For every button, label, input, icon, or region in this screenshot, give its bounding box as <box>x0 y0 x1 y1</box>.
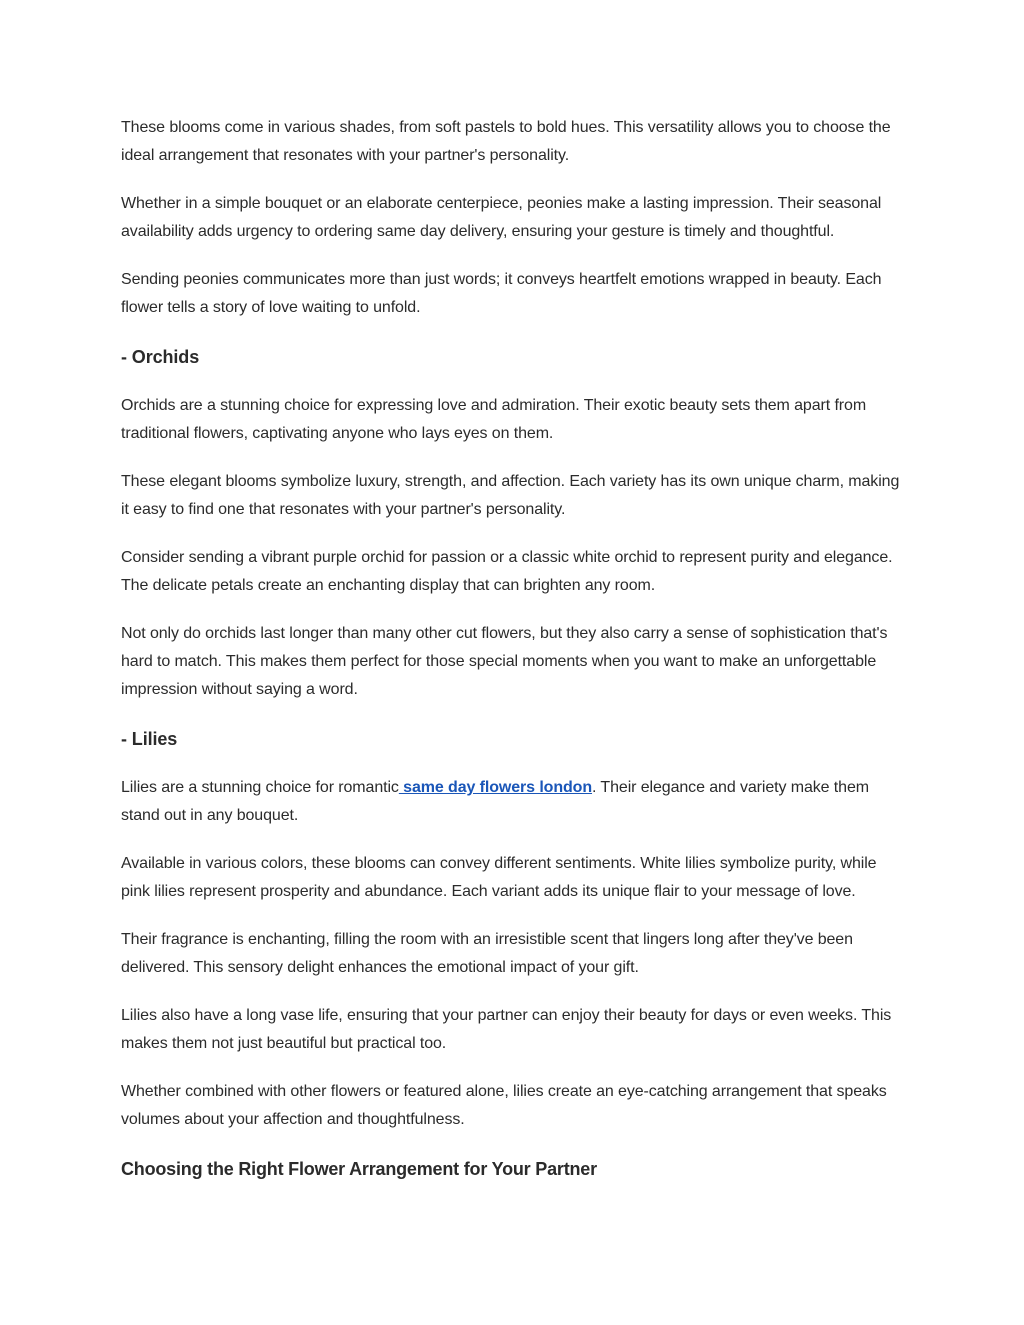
link-preceding-text: Lilies are a stunning choice for romantic <box>121 779 399 796</box>
paragraph: These blooms come in various shades, from soft pastels to bold hues. This versatility allows you to choose the ideal arrangement that resonates with your partner's personality. <box>121 119 891 164</box>
paragraph: Consider sending a vibrant purple orchid for passion or a classic white orchid to represent purity and elegance. The delicate petals create an enchanting display that can brighten any room. <box>121 549 893 594</box>
paragraph: Not only do orchids last longer than many other cut flowers, but they also carry a sense of sophistication that's hard to match. This makes them perfect for those special moments when you want to make an unforgettable impression without saying a word. <box>121 625 888 698</box>
orchids-heading: - Orchids <box>121 347 200 367</box>
paragraph: These elegant blooms symbolize luxury, strength, and affection. Each variety has its own unique charm, making it easy to find one that resonates with your partner's personality. <box>121 473 900 518</box>
paragraph: Orchids are a stunning choice for expressing love and admiration. Their exotic beauty sets them apart from traditional flowers, captivating anyone who lays eyes on them. <box>121 397 867 442</box>
same-day-flowers-london-link[interactable]: same day flowers london <box>398 779 593 796</box>
paragraph: Whether in a simple bouquet or an elaborate centerpiece, peonies make a lasting impression. Their seasonal availability adds urgency to ordering same day delivery, ensuring your gesture is timely and thoughtful. <box>121 195 882 240</box>
paragraph: Sending peonies communicates more than just words; it conveys heartfelt emotions wrapped in beauty. Each flower tells a story of love waiting to unfold. <box>121 271 882 316</box>
paragraph-with-link <box>121 774 905 830</box>
paragraph: Available in various colors, these blooms can convey different sentiments. White lilies symbolize purity, while pink lilies represent prosperity and abundance. Each variant adds its unique flair to your message of love. <box>121 855 877 900</box>
document-body <box>121 114 905 1184</box>
paragraph: Whether combined with other flowers or featured alone, lilies create an eye-catching arrangement that speaks volumes about your affection and thoughtfulness. <box>121 1083 887 1128</box>
paragraph: Lilies also have a long vase life, ensuring that your partner can enjoy their beauty for days or even weeks. This makes them not just beautiful but practical too. <box>121 1007 892 1052</box>
link-following-text: . Their elegance and variety make them stand out in any bouquet. <box>121 779 869 824</box>
section-heading: Choosing the Right Flower Arrangement for Your Partner <box>121 1159 597 1179</box>
lilies-heading: - Lilies <box>121 729 178 749</box>
paragraph: Their fragrance is enchanting, filling the room with an irresistible scent that lingers long after they've been delivered. This sensory delight enhances the emotional impact of your gift. <box>121 931 853 976</box>
